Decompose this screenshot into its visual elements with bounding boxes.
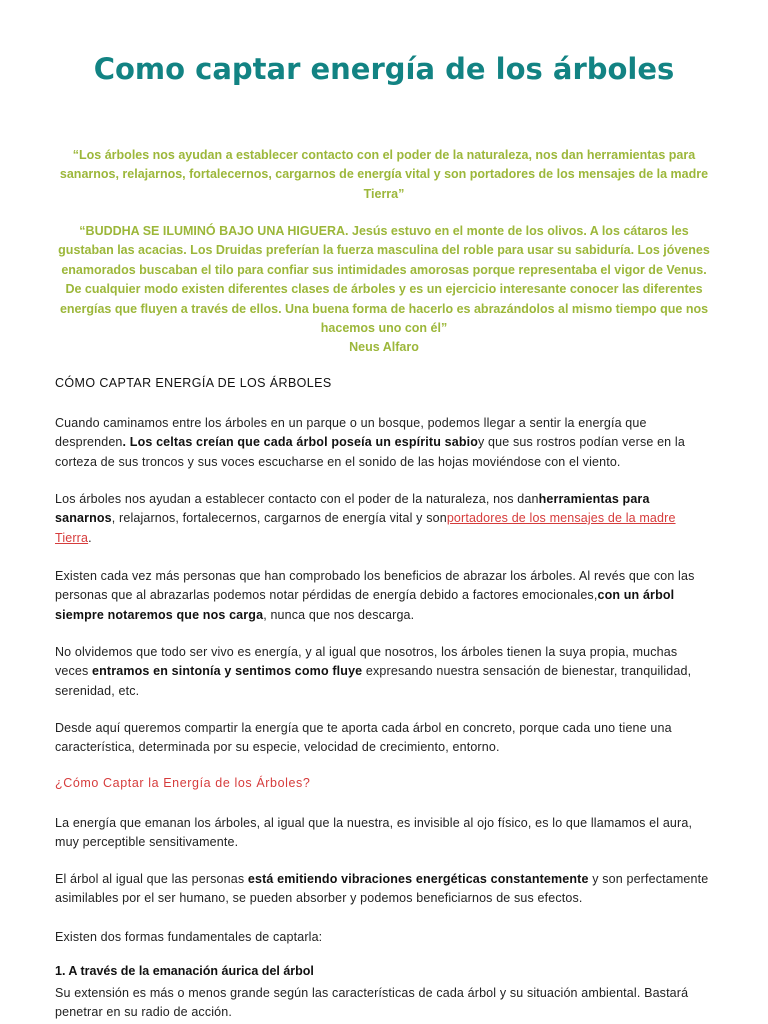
paragraph-abrazar <box>55 567 710 625</box>
bold-text: entramos en sintonía y sentimos como fluye <box>92 664 363 679</box>
buddha-quote <box>58 222 710 358</box>
bold-text: con un árbol siempre notaremos que nos carga <box>55 588 675 622</box>
bold-text: herramientas para sanarnos <box>55 492 650 526</box>
paragraph-text: Existen cada vez más personas que han comprobado los beneficios de abrazar los árboles. Al revés que con las personas que al abrazarlas podemos notar pérdidas de energía debido a factores emocionales, <box>55 569 695 603</box>
paragraph-text: . <box>88 530 92 545</box>
quote-author: Neus Alfaro <box>349 340 419 355</box>
bold-text: . Los celtas creían que cada árbol poseía un espíritu sabio <box>122 435 479 450</box>
paragraph-text: y que sus rostros podían verse en la corteza de sus troncos y sus voces escucharse en el sonido de las hojas moviéndose con el viento. <box>55 435 685 469</box>
page-title: Como captar energía de los árboles <box>93 52 675 86</box>
paragraph-text: , nunca que nos descarga. <box>263 607 415 622</box>
portadores-link[interactable]: portadores de los mensajes de la madre Tierra <box>55 511 676 545</box>
paragraph-text: No olvidemos que todo ser vivo es energía, y al igual que nosotros, los árboles tienen la suya propia, muchas veces <box>55 645 678 679</box>
paragraph-text: y son perfectamente asimilables por el ser humano, se pueden absorber y podemos beneficiarnos de sus efectos. <box>55 872 709 906</box>
paragraph-vibraciones <box>55 870 710 909</box>
paragraph-text: Los árboles nos ayudan a establecer contacto con el poder de la naturaleza, nos dan <box>55 492 539 506</box>
paragraph-text: Cuando caminamos entre los árboles en un parque o un bosque, podemos llegar a sentir la energía que desprenden <box>55 416 647 450</box>
subheading-como-captar: ¿Cómo Captar la Energía de los Árboles? <box>55 776 311 790</box>
paragraph-formas: Existen dos formas fundamentales de captarla: <box>55 930 323 944</box>
paragraph-aura: La energía que emanan los árboles, al igual que la nuestra, es invisible al ojo físico, es lo que llamamos el aura, muy perceptible sensitivamente. <box>55 816 693 850</box>
bold-text: está emitiendo vibraciones energéticas constantemente <box>247 872 589 886</box>
paragraph-text: expresando nuestra sensación de bienestar, tranquilidad, serenidad, etc. <box>55 664 692 698</box>
paragraph-extension: Su extensión es más o menos grande según las características de cada árbol y su situación ambiental. Bastará penetrar en su radio de acción. <box>55 986 689 1020</box>
paragraph-text: El árbol al igual que las personas <box>55 872 248 886</box>
intro-quote: “Los árboles nos ayudan a establecer contacto con el poder de la naturaleza, nos dan herramientas para sanarnos, relajarnos, fortalecernos, cargarnos de energía vital y son portadores de los mensajes de la madre Tierra” <box>59 148 709 201</box>
subheading-emanacion: 1. A través de la emanación áurica del árbol <box>55 964 314 978</box>
paragraph-text: , relajarnos, fortalecernos, cargarnos de energía vital y son <box>111 511 447 526</box>
buddha-quote-text: “BUDDHA SE ILUMINÓ BAJO UNA HIGUERA. Jesús estuvo en el monte de los olivos. A los cátaros les gustaban las acacias. Los Druidas preferían la fuerza masculina del roble para usar su sabiduría. Los jóvenes enamorados buscaban el tilo para confiar sus intimidades amorosas porque representaba el vigor de Venus. De cualquier modo existen diferentes clases de árboles y es un ejercicio interesante conocer las diferentes energías que fluyen a través de ellos. Una buena forma de hacerlo es abrazándolos al mismo tiempo que nos hacemos uno con él” <box>58 224 710 336</box>
section-heading: CÓMO CAPTAR ENERGÍA DE LOS ÁRBOLES <box>55 376 332 390</box>
paragraph-energia <box>55 643 710 701</box>
paragraph-celtas <box>55 414 710 472</box>
paragraph-compartir: Desde aquí queremos compartir la energía que te aporta cada árbol en concreto, porque cada uno tiene una característica, determinada por su especie, velocidad de crecimiento, entorno. <box>55 721 672 755</box>
paragraph-herramientas <box>55 490 710 548</box>
